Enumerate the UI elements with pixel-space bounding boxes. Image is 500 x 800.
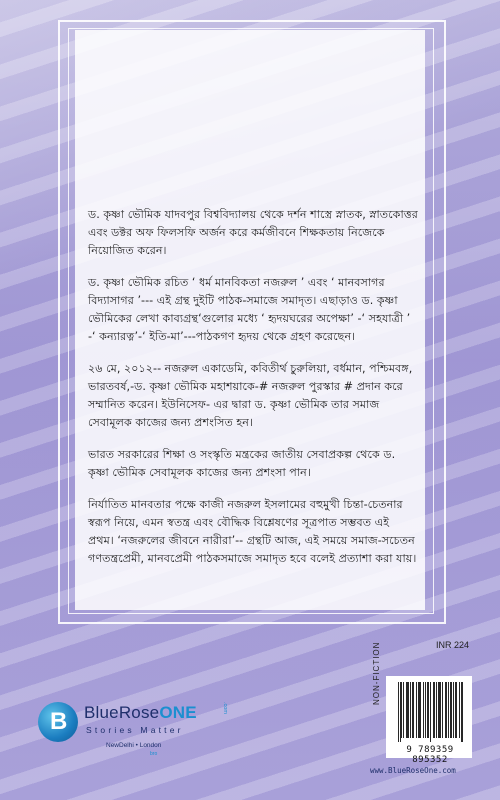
genre-label: NON-FICTION [372, 641, 381, 705]
barcode-stripe [428, 682, 429, 738]
barcode-stripe [418, 682, 419, 738]
barcode-stripe [448, 682, 449, 738]
isbn-number: 9 789359 895352 [406, 745, 454, 765]
barcode-stripe [423, 682, 424, 738]
barcode-stripe [453, 682, 454, 738]
paragraph-award: ২৬ মে, ২০১২-- নজরুল একাডেমি, কবিতীর্থ চুরুলিয়া, বর্ধমান, পশ্চিমবঙ্গ, ভারতবর্ষ,-ড. কৃষ্ণা ভৌমিক মহাশয়াকে-# নজরুল পুরস্কার # প্রদান করে সম্মানিত করেন। ইউনিসেফ- এর দ্বারা ড. কৃষ্ণা ভৌমিক তার সমাজ সেবামূলক কাজের জন্য প্রশংসিত হন। [88, 362, 413, 429]
barcode-stripe [410, 682, 411, 738]
barcode-stripe [451, 682, 452, 738]
barcode-stripe [446, 682, 447, 738]
barcode-stripe [406, 682, 407, 738]
barcode-stripe [442, 682, 443, 738]
barcode-stripe [450, 682, 451, 738]
paragraph-education: ড. কৃষ্ণা ভৌমিক যাদবপুর বিশ্ববিদ্যালয় থেকে দর্শন শাস্ত্রে স্নাতক, স্নাতকোত্তর এবং ডক্টর অফ ফিলসফি অর্জন করে কর্মজীবনে শিক্ষকতায় নিজেকে নিয়োজিত করেন। [88, 208, 418, 257]
barcode-stripe [408, 682, 409, 738]
barcode-stripe [401, 682, 402, 738]
paragraph-recognition: ভারত সরকারের শিক্ষা ও সংস্কৃতি মন্ত্রকের জাতীয় সেবাপ্রকল্প থেকে ড. কৃষ্ণা ভৌমিক সেবামূলক কাজের জন্য প্রশংসা পান। [88, 448, 396, 479]
barcode-stripe [434, 682, 435, 738]
barcode-stripe [436, 682, 437, 738]
barcode-stripe [427, 682, 428, 738]
barcode-stripe [425, 682, 426, 738]
paragraph-about-book: নির্যাতিত মানবতার পক্ষে কাজী নজরুল ইসলামের বহুমুখী চিন্তা-চেতনার স্বরূপ নিয়ে, এমন স্বতন্ত্র এবং বৌদ্ধিক বিশ্লেষণের সূত্রপাত সম্ভবত এই প্রথম। ‘নজরুলের জীবনে নারীরা’-- গ্রন্থটি আজ, এই সময়ে সমাজ-সচেতন গণতন্ত্রপ্রেমী, মানবপ্রেমী পাঠকসমাজে সমাদৃত হবে বলেই প্রত্যাশা করা যায়। [88, 498, 417, 565]
barcode-stripe [462, 682, 463, 742]
barcode-stripe [430, 682, 431, 742]
barcode-stripe [455, 682, 456, 738]
barcode-stripe [420, 682, 421, 738]
barcode-stripe [419, 682, 420, 738]
barcode-stripe [459, 682, 460, 738]
publisher-name-part1: BlueRose [84, 703, 160, 722]
publisher-mark: bro [150, 751, 158, 757]
barcode-stripe [438, 682, 439, 738]
publisher-name [84, 703, 197, 723]
barcode-stripe [398, 682, 399, 742]
barcode-stripe [433, 682, 434, 738]
publisher-logo-icon [38, 702, 78, 742]
barcode-stripe [416, 682, 417, 738]
price-label: INR 224 [436, 640, 470, 650]
logo-letter: B [50, 708, 68, 735]
barcode-stripe [407, 682, 408, 738]
publisher-tagline: Stories Matter [86, 725, 184, 735]
back-cover-text [88, 206, 418, 582]
barcode-icon [398, 682, 464, 742]
publisher-cities: NewDelhi • London [106, 742, 162, 749]
publisher-website: www.BlueRoseOne.com [370, 766, 456, 775]
barcode-stripe [400, 682, 401, 742]
barcode-stripe [456, 682, 457, 738]
publisher-name-part2: ONE [159, 703, 197, 722]
barcode-stripe [403, 682, 404, 738]
paragraph-books: ড. কৃষ্ণা ভৌমিক রচিত ‘ ধর্ম মানবিকতা নজরুল ’ এবং ‘ মানবসাগর বিদ্যাসাগর ’--- এই গ্রন্থ দুইটি পাঠক-সমাজে সমাদৃত। এছাড়াও ড. কৃষ্ণা ভৌমিকের লেখা কাব্যগ্রন্থ‘গুলোর মধ্যে ‘ হৃদয়ঘরের অপেক্ষা’ -‘ সহযাত্রী ’ -‘ কন্যারত্ন’-‘ ইতি-মা’---পাঠকগণ হৃদয় থেকে গ্রহণ করেছেন। [88, 276, 411, 343]
publisher-dotcom: .com [222, 702, 228, 714]
barcode-stripe [440, 682, 441, 738]
barcode-stripe [445, 682, 446, 738]
barcode-stripe [439, 682, 440, 738]
barcode-stripe [412, 682, 413, 738]
barcode-stripe [461, 682, 462, 742]
barcode-stripe [413, 682, 414, 738]
